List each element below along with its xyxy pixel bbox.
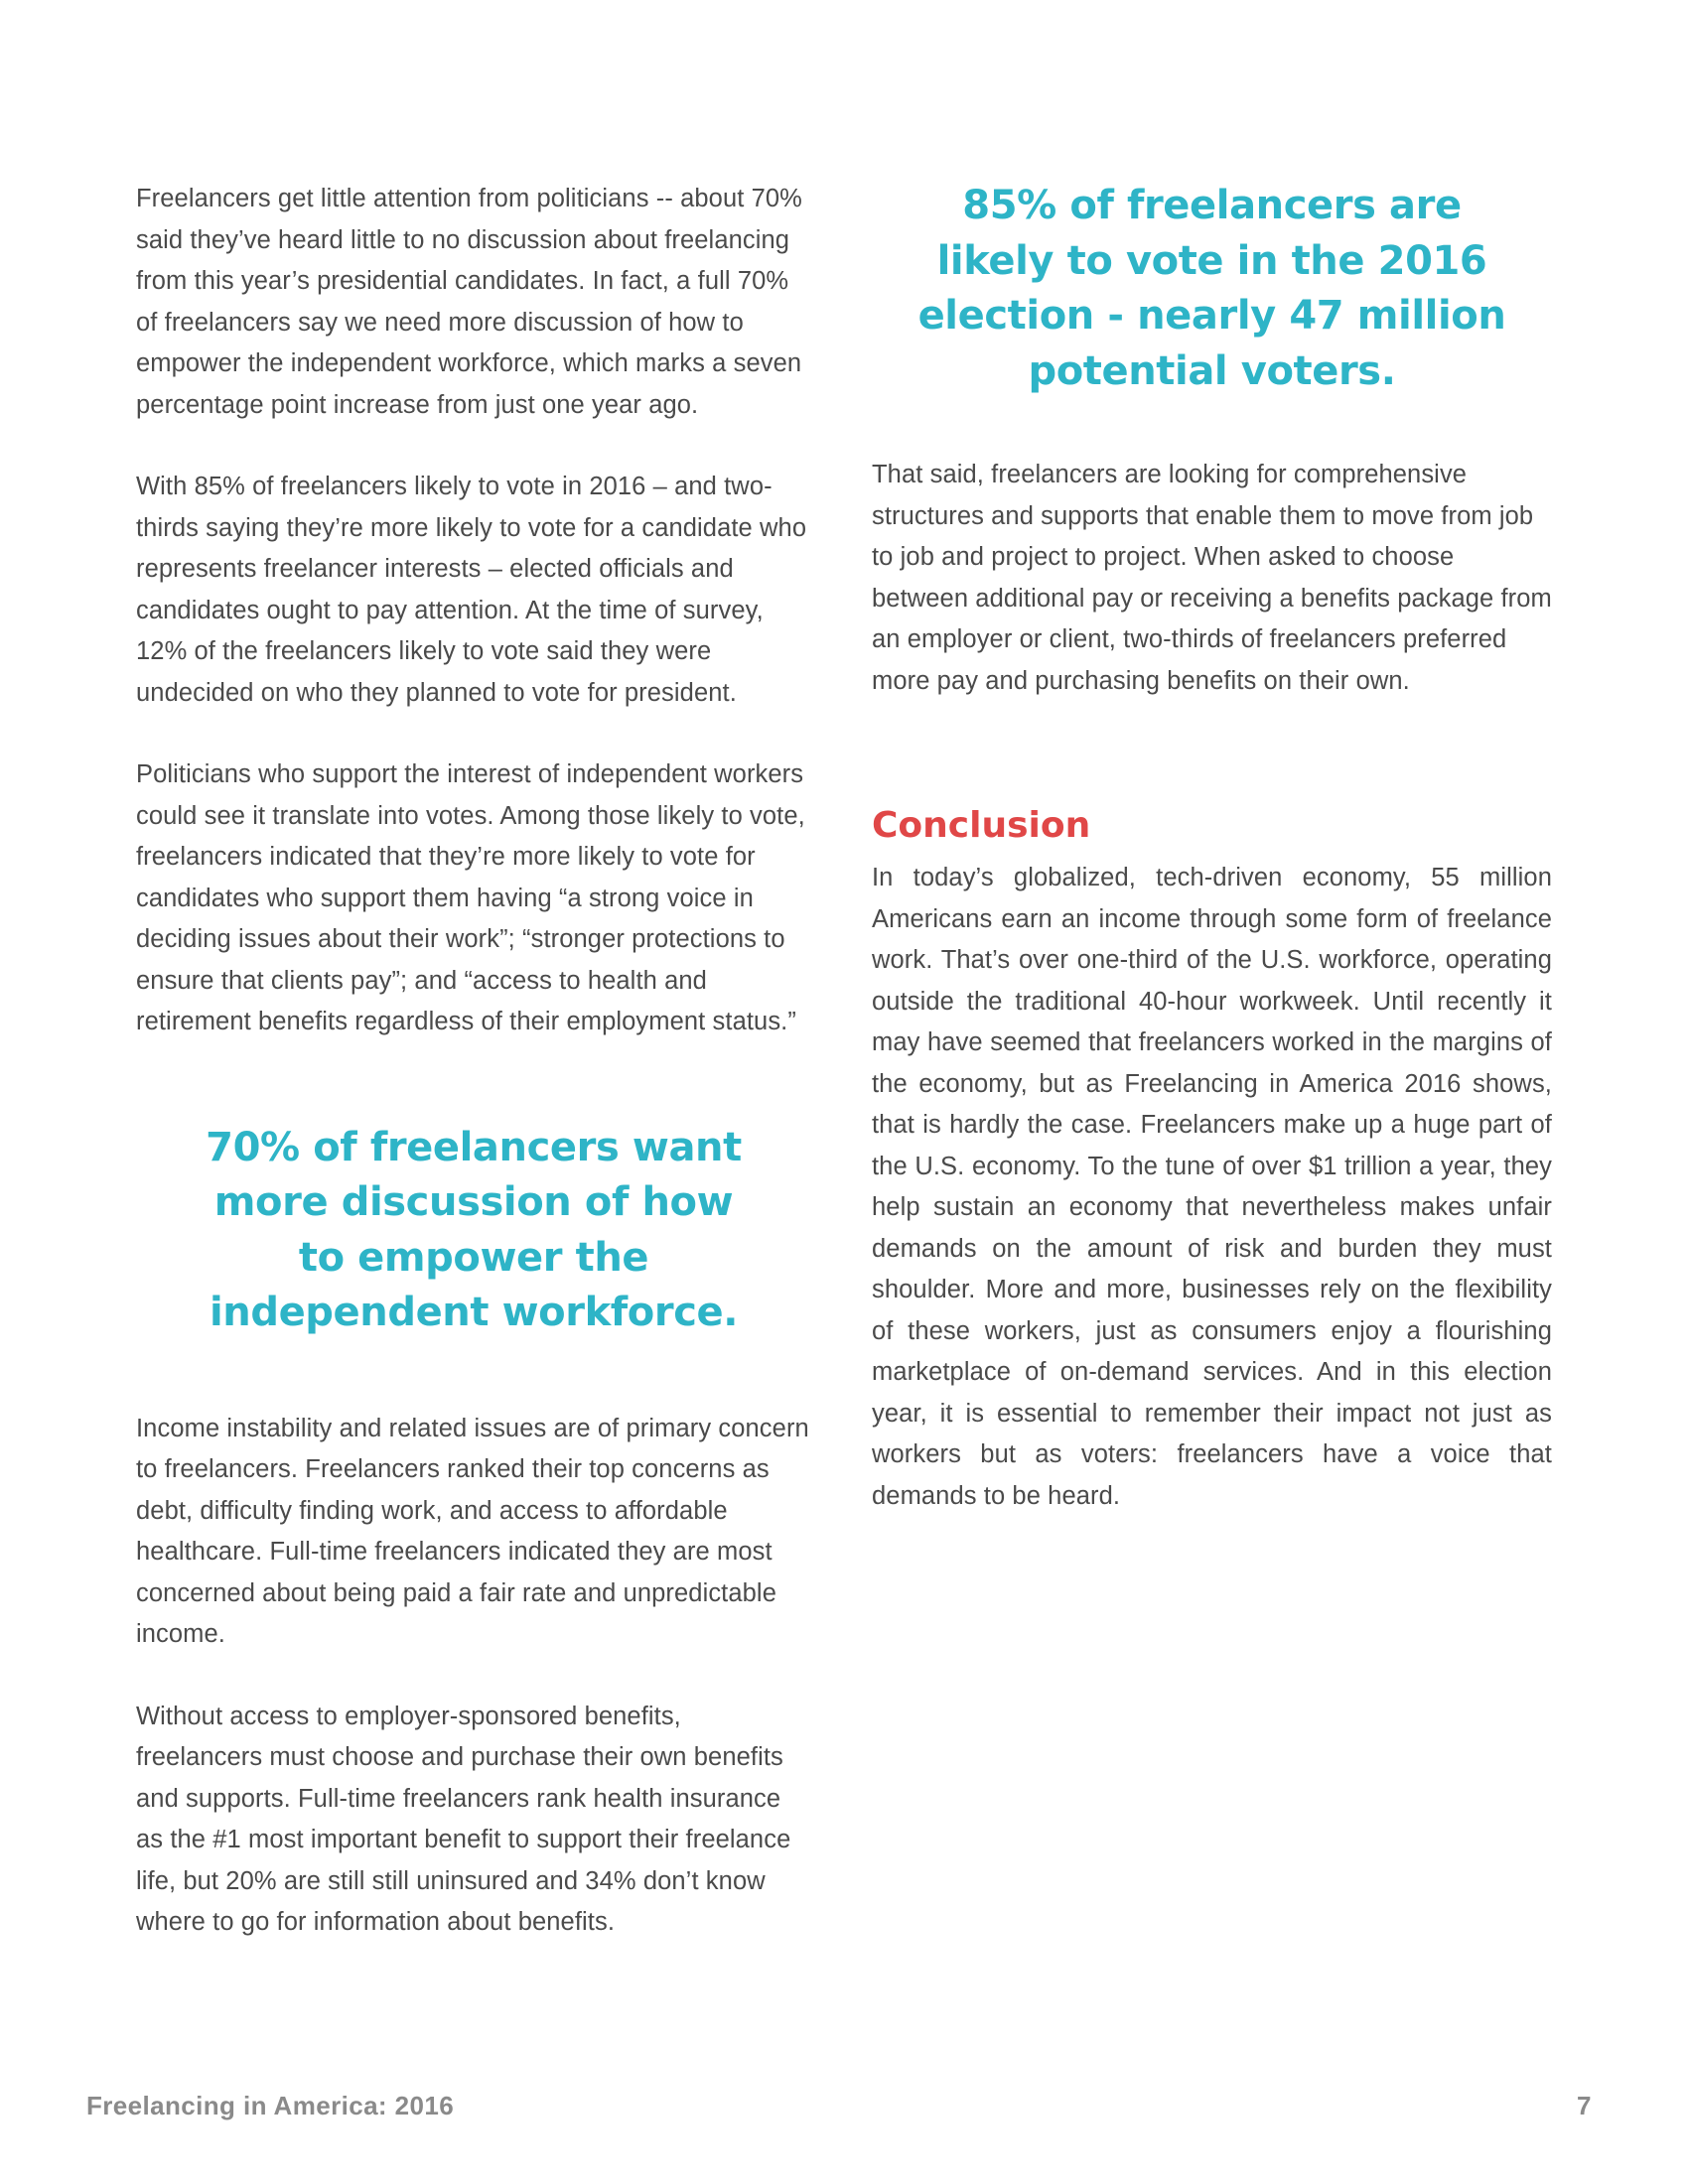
body-paragraph: Politicians who support the interest of independent workers could see it translate into votes. Among those likely to vote, freelancers indicated that they’re more likely to vote for candidates who support them having “a strong voice in deciding issues about their work”; “stronger protections to ensure that clients pay”; and “access to health and retirement benefits regardless of their employment status.” <box>136 760 805 1035</box>
body-paragraph: Without access to employer-sponsored benefits, freelancers must choose and purchase their own benefits and supports. Full-time freelancers rank health insurance as the #1 most important benefit to support their freelance life, but 20% are still still uninsured and 34% don’t know where to go for information about benefits. <box>136 1702 791 1936</box>
page-number: 7 <box>1577 2091 1592 2120</box>
right-column <box>872 179 1552 1517</box>
body-paragraph: That said, freelancers are looking for comprehensive structures and supports that enable them to move from job to job and project to project. When asked to choose between additional pay or receiving a benefits package from an employer or client, two-thirds of freelancers preferred more pay and purchasing benefits on their own. <box>872 461 1552 695</box>
body-paragraph: With 85% of freelancers likely to vote in 2016 – and two-thirds saying they’re more likely to vote for a candidate who represents freelancer interests – elected officials and candidates ought to pay attention. At the time of survey, 12% of the freelancers likely to vote said they were undecided on who they planned to vote for president. <box>136 473 807 707</box>
section-heading: Conclusion <box>872 805 1091 846</box>
body-paragraph: In today’s globalized, tech-driven economy, 55 million Americans earn an income through some form of freelance work. That’s over one-third of the U.S. workforce, operating outside the traditional 40-hour workweek. Until recently it may have seemed that freelancers worked in the margins of the economy, but as Freelancing in America 2016 shows, that is hardly the case. Freelancers make up a huge part of the U.S. economy. To the tune of over $1 trillion a year, they help sustain an economy that nevertheless makes unfair demands on the amount of risk and burden they must shoulder. More and more, businesses rely on the flexibility of these workers, just as consumers enjoy a flourishing marketplace of on-demand services. And in this election year, it is essential to remember their impact not just as workers but as voters: freelancers have a voice that demands to be heard. <box>872 864 1552 1510</box>
left-column <box>136 179 811 1944</box>
pull-quote: 85% of freelancers are likely to vote in the 2016 election - nearly 47 million potential voters. <box>917 183 1506 394</box>
body-paragraph: Income instability and related issues are of primary concern to freelancers. Freelancers ranked their top concerns as debt, difficulty finding work, and access to affordable healthcare. Full-time freelancers indicated they are most concerned about being paid a fair rate and unpredictable income. <box>136 1414 809 1648</box>
body-paragraph: Freelancers get little attention from politicians -- about 70% said they’ve heard little to no discussion about freelancing from this year’s presidential candidates. In fact, a full 70% of freelancers say we need more discussion of how to empower the independent workforce, which marks a seven percentage point increase from just one year ago. <box>136 185 802 419</box>
footer-title: Freelancing in America: 2016 <box>86 2091 455 2120</box>
pull-quote: 70% of freelancers want more discussion of how to empower the independent workforce. <box>206 1124 742 1335</box>
